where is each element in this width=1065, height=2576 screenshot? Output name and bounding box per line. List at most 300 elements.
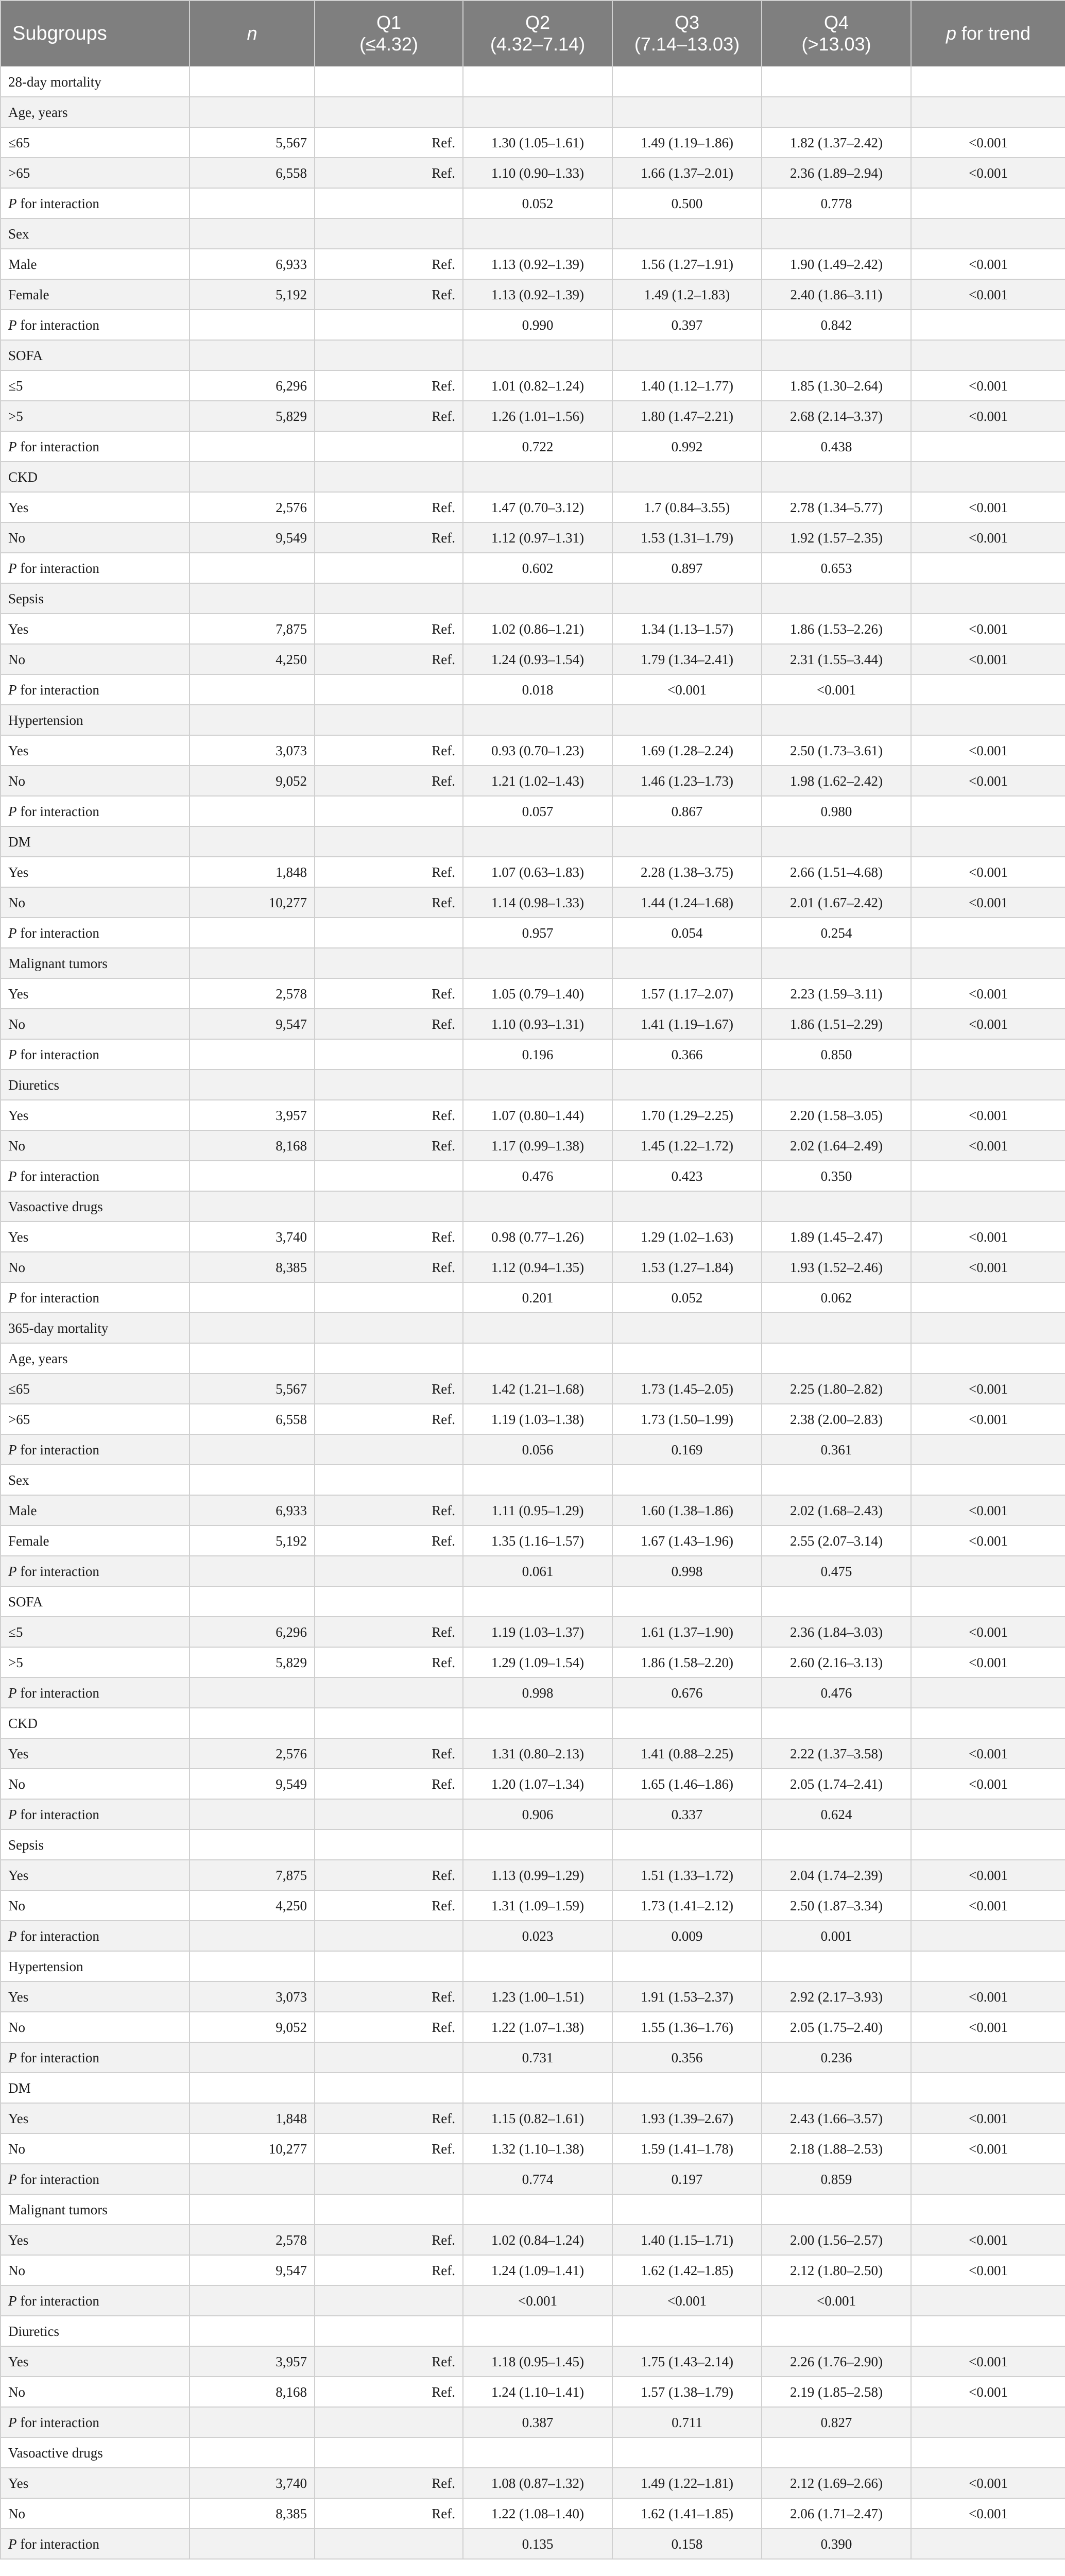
cell-q1 [315, 188, 463, 218]
cell-subgroup: No [1, 2377, 190, 2407]
cell-q2: 1.30 (1.05–1.61) [463, 127, 612, 158]
p-interaction-symbol: P [8, 1046, 17, 1062]
cell-n: 6,558 [190, 1404, 315, 1434]
cell-q4: 2.20 (1.58–3.05) [762, 1100, 911, 1130]
table-row [1, 2164, 1065, 2194]
cell-p: <0.001 [911, 1404, 1065, 1434]
cell-q3: 1.34 (1.13–1.57) [612, 614, 762, 644]
cell-subgroup [1, 2285, 190, 2316]
cell-p [911, 1434, 1065, 1465]
cell-q4: 2.19 (1.85–2.58) [762, 2377, 911, 2407]
cell-q3: 1.79 (1.34–2.41) [612, 644, 762, 674]
cell-q2: 0.774 [463, 2164, 612, 2194]
cell-q1: Ref. [315, 127, 463, 158]
cell-q3: 1.7 (0.84–3.55) [612, 492, 762, 522]
cell-q3: 0.711 [612, 2407, 762, 2437]
cell-q3: 1.60 (1.38–1.86) [612, 1495, 762, 1526]
p-interaction-symbol: P [8, 2293, 17, 2309]
cell-n: 8,385 [190, 2498, 315, 2529]
cell-subgroup-label: for interaction [20, 2171, 99, 2187]
table-row [1, 462, 1065, 492]
cell-q3: 1.73 (1.41–2.12) [612, 1890, 762, 1921]
cell-p: <0.001 [911, 2103, 1065, 2133]
cell-q4: 2.66 (1.51–4.68) [762, 857, 911, 887]
cell-q4: 0.842 [762, 310, 911, 340]
cell-p [911, 2073, 1065, 2103]
cell-p [911, 1343, 1065, 1374]
cell-q3 [612, 2194, 762, 2225]
cell-p: <0.001 [911, 1769, 1065, 1799]
cell-subgroup-label: for interaction [20, 1290, 99, 1306]
cell-n: 6,558 [190, 158, 315, 188]
cell-subgroup: Yes [1, 2468, 190, 2498]
cell-q1: Ref. [315, 1252, 463, 1282]
cell-q4 [762, 1191, 911, 1222]
cell-q4: 2.01 (1.67–2.42) [762, 887, 911, 918]
cell-q4 [762, 2316, 911, 2346]
cell-subgroup [1, 2529, 190, 2559]
cell-p [911, 553, 1065, 583]
cell-q3: 1.49 (1.19–1.86) [612, 127, 762, 158]
cell-q3: 1.40 (1.15–1.71) [612, 2225, 762, 2255]
cell-n [190, 918, 315, 948]
cell-p: <0.001 [911, 401, 1065, 431]
cell-subgroup-label: for interaction [20, 317, 99, 333]
cell-q1 [315, 918, 463, 948]
cell-p [911, 2529, 1065, 2559]
cell-q2: 1.21 (1.02–1.43) [463, 766, 612, 796]
p-interaction-symbol: P [8, 1806, 17, 1822]
cell-n [190, 1191, 315, 1222]
table-row [1, 1738, 1065, 1769]
cell-q2: 1.24 (1.09–1.41) [463, 2255, 612, 2285]
cell-n [190, 796, 315, 826]
cell-q3: 0.676 [612, 1677, 762, 1708]
cell-p [911, 796, 1065, 826]
cell-subgroup: Malignant tumors [1, 2194, 190, 2225]
cell-q4: 0.624 [762, 1799, 911, 1829]
cell-q4 [762, 2073, 911, 2103]
cell-subgroup: No [1, 2012, 190, 2042]
cell-n: 4,250 [190, 1890, 315, 1921]
cell-subgroup [1, 1921, 190, 1951]
cell-q2: 1.29 (1.09–1.54) [463, 1647, 612, 1677]
cell-subgroup: >5 [1, 1647, 190, 1677]
cell-q1: Ref. [315, 2103, 463, 2133]
cell-subgroup: Vasoactive drugs [1, 2437, 190, 2468]
cell-subgroup: Yes [1, 2346, 190, 2377]
table-row [1, 2437, 1065, 2468]
cell-subgroup: No [1, 1890, 190, 1921]
cell-q2: 1.12 (0.97–1.31) [463, 522, 612, 553]
cell-subgroup: Male [1, 249, 190, 279]
cell-n [190, 97, 315, 127]
cell-q2: 0.052 [463, 188, 612, 218]
cell-q2: 1.17 (0.99–1.38) [463, 1130, 612, 1161]
cell-q2: 1.13 (0.99–1.29) [463, 1860, 612, 1890]
table-row [1, 97, 1065, 127]
cell-n [190, 2529, 315, 2559]
cell-subgroup: >65 [1, 158, 190, 188]
cell-q2: 1.47 (0.70–3.12) [463, 492, 612, 522]
cell-n [190, 188, 315, 218]
cell-subgroup [1, 2407, 190, 2437]
cell-n [190, 218, 315, 249]
cell-q4: 2.50 (1.87–3.34) [762, 1890, 911, 1921]
cell-n: 8,385 [190, 1252, 315, 1282]
cell-subgroup-label: for interaction [20, 2414, 99, 2430]
cell-q2: 0.061 [463, 1556, 612, 1586]
cell-subgroup: Yes [1, 1100, 190, 1130]
table-row [1, 1708, 1065, 1738]
table-row [1, 644, 1065, 674]
p-interaction-symbol: P [8, 1928, 17, 1944]
table-row [1, 2042, 1065, 2073]
p-interaction-symbol: P [8, 2414, 17, 2430]
cell-p: <0.001 [911, 2468, 1065, 2498]
cell-subgroup: CKD [1, 462, 190, 492]
table-row [1, 614, 1065, 644]
table-row [1, 1526, 1065, 1556]
cell-q2: 1.42 (1.21–1.68) [463, 1374, 612, 1404]
cell-p: <0.001 [911, 370, 1065, 401]
cell-q4: 2.36 (1.89–2.94) [762, 158, 911, 188]
cell-p [911, 1313, 1065, 1343]
cell-n [190, 2073, 315, 2103]
cell-q3: 0.992 [612, 431, 762, 462]
cell-subgroup: Yes [1, 978, 190, 1009]
cell-q2: 0.98 (0.77–1.26) [463, 1222, 612, 1252]
cell-q4: 2.04 (1.74–2.39) [762, 1860, 911, 1890]
table-body [1, 66, 1065, 2559]
table-row [1, 370, 1065, 401]
cell-q1: Ref. [315, 887, 463, 918]
cell-q2: 0.023 [463, 1921, 612, 1951]
cell-q1 [315, 310, 463, 340]
cell-q4: 2.31 (1.55–3.44) [762, 644, 911, 674]
cell-q3: 2.28 (1.38–3.75) [612, 857, 762, 887]
cell-q2: 0.201 [463, 1282, 612, 1313]
cell-p [911, 310, 1065, 340]
cell-q1 [315, 553, 463, 583]
cell-q3 [612, 2316, 762, 2346]
cell-n [190, 1799, 315, 1829]
cell-n: 9,547 [190, 2255, 315, 2285]
cell-n: 3,740 [190, 2468, 315, 2498]
cell-subgroup-label: for interaction [20, 1806, 99, 1822]
table-row [1, 887, 1065, 918]
cell-subgroup-label: for interaction [20, 195, 99, 211]
cell-q2: 1.22 (1.08–1.40) [463, 2498, 612, 2529]
header-n: n [190, 1, 315, 66]
cell-subgroup [1, 1556, 190, 1586]
cell-subgroup: No [1, 2255, 190, 2285]
cell-n: 9,549 [190, 1769, 315, 1799]
cell-q2: 1.23 (1.00–1.51) [463, 1981, 612, 2012]
cell-q1: Ref. [315, 614, 463, 644]
cell-subgroup [1, 674, 190, 705]
cell-q2: 1.10 (0.90–1.33) [463, 158, 612, 188]
cell-q3: 0.366 [612, 1039, 762, 1070]
header-row [1, 1, 1065, 66]
cell-subgroup: No [1, 2133, 190, 2164]
cell-n [190, 1313, 315, 1343]
cell-p: <0.001 [911, 1009, 1065, 1039]
table-row [1, 1252, 1065, 1282]
cell-q3: 0.169 [612, 1434, 762, 1465]
cell-q4 [762, 1070, 911, 1100]
cell-q1 [315, 796, 463, 826]
cell-subgroup [1, 1039, 190, 1070]
cell-p: <0.001 [911, 644, 1065, 674]
cell-n: 1,848 [190, 857, 315, 887]
table-row [1, 796, 1065, 826]
cell-subgroup-label: for interaction [20, 682, 99, 698]
cell-subgroup: Vasoactive drugs [1, 1191, 190, 1222]
cell-p [911, 583, 1065, 614]
cell-subgroup: ≤5 [1, 370, 190, 401]
cell-q2: 1.08 (0.87–1.32) [463, 2468, 612, 2498]
cell-q1 [315, 1161, 463, 1191]
p-interaction-symbol: P [8, 925, 17, 941]
cell-q3: <0.001 [612, 2285, 762, 2316]
cell-q2: 1.24 (1.10–1.41) [463, 2377, 612, 2407]
table-row [1, 553, 1065, 583]
cell-q1: Ref. [315, 2346, 463, 2377]
table-row [1, 1495, 1065, 1526]
cell-q3: 1.44 (1.24–1.68) [612, 887, 762, 918]
p-interaction-symbol: P [8, 1290, 17, 1306]
table-row [1, 1617, 1065, 1647]
table-row [1, 2407, 1065, 2437]
cell-n: 9,052 [190, 2012, 315, 2042]
cell-n: 3,073 [190, 735, 315, 766]
cell-subgroup-label: for interaction [20, 1442, 99, 1458]
cell-q1 [315, 1039, 463, 1070]
cell-q4: 2.78 (1.34–5.77) [762, 492, 911, 522]
cell-subgroup: ≤5 [1, 1617, 190, 1647]
cell-p [911, 188, 1065, 218]
cell-q3: 1.67 (1.43–1.96) [612, 1526, 762, 1556]
cell-q4: 2.12 (1.80–2.50) [762, 2255, 911, 2285]
cell-p: <0.001 [911, 1222, 1065, 1252]
cell-n: 8,168 [190, 2377, 315, 2407]
cell-n [190, 553, 315, 583]
cell-q4: 1.98 (1.62–2.42) [762, 766, 911, 796]
cell-subgroup: No [1, 2498, 190, 2529]
cell-q4: 2.06 (1.71–2.47) [762, 2498, 911, 2529]
cell-subgroup: Sex [1, 1465, 190, 1495]
cell-q1 [315, 1677, 463, 1708]
cell-q4 [762, 2437, 911, 2468]
cell-q1: Ref. [315, 1526, 463, 1556]
cell-q2: 1.15 (0.82–1.61) [463, 2103, 612, 2133]
cell-q1: Ref. [315, 1617, 463, 1647]
cell-q3: 1.93 (1.39–2.67) [612, 2103, 762, 2133]
header-p-trend [911, 1, 1065, 66]
cell-subgroup: Age, years [1, 97, 190, 127]
cell-q2 [463, 340, 612, 370]
cell-n: 3,957 [190, 1100, 315, 1130]
cell-q3: 1.29 (1.02–1.63) [612, 1222, 762, 1252]
cell-q1 [315, 583, 463, 614]
cell-q4 [762, 1586, 911, 1617]
table-row [1, 1070, 1065, 1100]
cell-n: 7,875 [190, 1860, 315, 1890]
cell-n: 3,957 [190, 2346, 315, 2377]
cell-n: 5,829 [190, 401, 315, 431]
cell-q2 [463, 705, 612, 735]
header-q2-range: (4.32–7.14) [490, 33, 586, 55]
p-interaction-symbol: P [8, 682, 17, 698]
cell-p: <0.001 [911, 1495, 1065, 1526]
cell-q1: Ref. [315, 1495, 463, 1526]
cell-q1: Ref. [315, 522, 463, 553]
table-row [1, 158, 1065, 188]
table-row [1, 978, 1065, 1009]
cell-q2 [463, 66, 612, 97]
cell-q3 [612, 1343, 762, 1374]
cell-subgroup: Female [1, 279, 190, 310]
cell-q2: 0.476 [463, 1161, 612, 1191]
cell-q4: 1.89 (1.45–2.47) [762, 1222, 911, 1252]
cell-q4: 2.05 (1.74–2.41) [762, 1769, 911, 1799]
cell-q3: 1.61 (1.37–1.90) [612, 1617, 762, 1647]
cell-q4: 0.254 [762, 918, 911, 948]
cell-q3: 0.500 [612, 188, 762, 218]
cell-subgroup: Yes [1, 1860, 190, 1890]
table-row [1, 249, 1065, 279]
cell-q3: 1.75 (1.43–2.14) [612, 2346, 762, 2377]
cell-q3: 1.65 (1.46–1.86) [612, 1769, 762, 1799]
cell-q4: 0.778 [762, 188, 911, 218]
cell-p [911, 66, 1065, 97]
cell-subgroup [1, 1434, 190, 1465]
cell-subgroup: Hypertension [1, 1951, 190, 1981]
cell-q4: 0.361 [762, 1434, 911, 1465]
cell-subgroup-label: for interaction [20, 1685, 99, 1701]
cell-q1 [315, 2316, 463, 2346]
cell-subgroup: 28-day mortality [1, 66, 190, 97]
cell-p: <0.001 [911, 1860, 1065, 1890]
p-interaction-symbol: P [8, 803, 17, 819]
header-q3-label: Q3 [674, 12, 700, 33]
cell-n [190, 431, 315, 462]
cell-p [911, 1465, 1065, 1495]
cell-q3: 1.46 (1.23–1.73) [612, 766, 762, 796]
cell-q1 [315, 1829, 463, 1860]
cell-q1: Ref. [315, 1738, 463, 1769]
header-subgroups: Subgroups [1, 1, 190, 66]
cell-q3 [612, 1465, 762, 1495]
cell-n: 6,296 [190, 1617, 315, 1647]
cell-subgroup [1, 796, 190, 826]
cell-subgroup: >5 [1, 401, 190, 431]
cell-p [911, 2407, 1065, 2437]
cell-q1 [315, 218, 463, 249]
table-row [1, 1586, 1065, 1617]
cell-p: <0.001 [911, 978, 1065, 1009]
table-row [1, 1829, 1065, 1860]
cell-p [911, 1039, 1065, 1070]
cell-q2: 1.14 (0.98–1.33) [463, 887, 612, 918]
cell-p [911, 2194, 1065, 2225]
table-row [1, 2194, 1065, 2225]
cell-n [190, 310, 315, 340]
cell-q3: 0.397 [612, 310, 762, 340]
cell-q2: 0.056 [463, 1434, 612, 1465]
cell-subgroup: Male [1, 1495, 190, 1526]
cell-q4: 1.82 (1.37–2.42) [762, 127, 911, 158]
cell-subgroup [1, 1282, 190, 1313]
cell-n [190, 1677, 315, 1708]
cell-q1: Ref. [315, 158, 463, 188]
cell-n: 2,576 [190, 492, 315, 522]
table-row [1, 2377, 1065, 2407]
cell-p: <0.001 [911, 522, 1065, 553]
cell-q3: 1.57 (1.17–2.07) [612, 978, 762, 1009]
cell-subgroup-label: for interaction [20, 1168, 99, 1184]
cell-q4: 2.02 (1.64–2.49) [762, 1130, 911, 1161]
cell-subgroup: CKD [1, 1708, 190, 1738]
cell-n: 9,547 [190, 1009, 315, 1039]
table-row [1, 1161, 1065, 1191]
cell-q4: 1.86 (1.53–2.26) [762, 614, 911, 644]
cell-q4 [762, 462, 911, 492]
cell-p [911, 1708, 1065, 1738]
cell-subgroup [1, 918, 190, 948]
cell-p: <0.001 [911, 2255, 1065, 2285]
cell-q4: 2.25 (1.80–2.82) [762, 1374, 911, 1404]
table-row [1, 1799, 1065, 1829]
cell-p: <0.001 [911, 1100, 1065, 1130]
table-row [1, 2346, 1065, 2377]
cell-q2: 1.11 (0.95–1.29) [463, 1495, 612, 1526]
cell-q2 [463, 97, 612, 127]
cell-n: 8,168 [190, 1130, 315, 1161]
cell-subgroup: Yes [1, 2225, 190, 2255]
cell-subgroup: Female [1, 1526, 190, 1556]
cell-p: <0.001 [911, 158, 1065, 188]
cell-q4 [762, 2194, 911, 2225]
cell-q1 [315, 1708, 463, 1738]
table-row [1, 735, 1065, 766]
table-row [1, 1222, 1065, 1252]
cell-subgroup [1, 188, 190, 218]
cell-subgroup-label: for interaction [20, 438, 99, 454]
table-row [1, 948, 1065, 978]
cell-subgroup: ≤65 [1, 127, 190, 158]
cell-q1 [315, 948, 463, 978]
table-row [1, 66, 1065, 97]
cell-q3 [612, 583, 762, 614]
cell-n: 5,192 [190, 1526, 315, 1556]
cell-q1 [315, 2437, 463, 2468]
table-row [1, 766, 1065, 796]
cell-p [911, 1556, 1065, 1586]
cell-q4 [762, 1313, 911, 1343]
cell-q3 [612, 1586, 762, 1617]
table-row [1, 1981, 1065, 2012]
cell-n: 7,875 [190, 614, 315, 644]
cell-q3: 1.59 (1.41–1.78) [612, 2133, 762, 2164]
cell-q1: Ref. [315, 370, 463, 401]
cell-q1 [315, 1465, 463, 1495]
table-row [1, 1191, 1065, 1222]
cell-q4: 0.476 [762, 1677, 911, 1708]
cell-q2: 1.32 (1.10–1.38) [463, 2133, 612, 2164]
cell-q2 [463, 2073, 612, 2103]
